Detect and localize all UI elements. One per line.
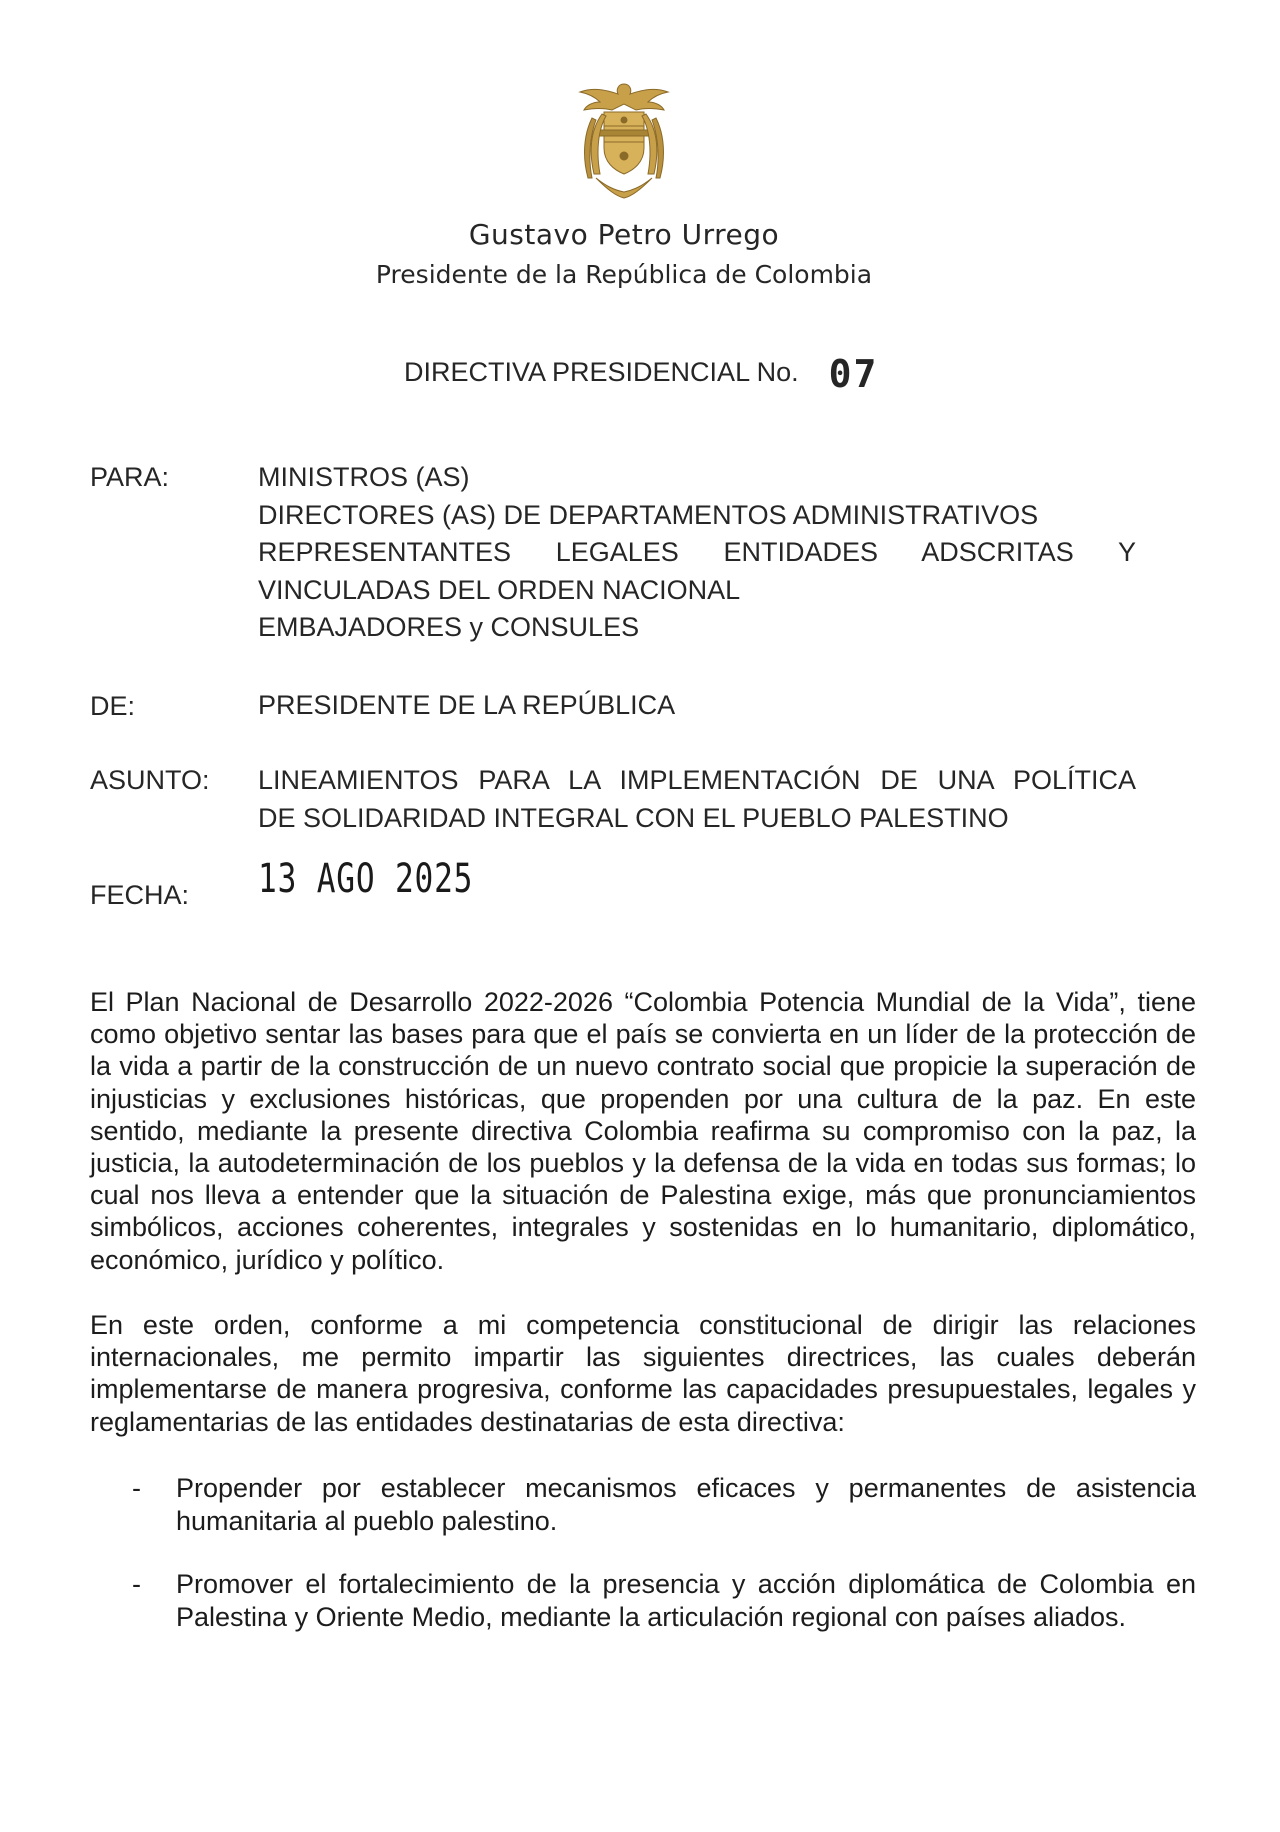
directive-item-text: Propender por establecer mecanismos eficaces y permanentes de asistencia humanitaria al pueblo palestino. bbox=[176, 1473, 1196, 1536]
recipient-line: DIRECTORES (AS) DE DEPARTAMENTOS ADMINISTRATIVOS bbox=[258, 499, 1039, 530]
body-paragraph-2: En este orden, conforme a mi competencia constitucional de dirigir las relaciones internacionales, me permito impartir las siguientes directrices, las cuales deberán implementarse de manera progresiva, conforme las capacidades presupuestales, legales y reglamentarias de las entidades destinatarias de esta directiva: bbox=[90, 1310, 1196, 1437]
asunto-value bbox=[258, 762, 1136, 837]
issuer-name: Gustavo Petro Urrego bbox=[468, 218, 780, 251]
bullet-dash: - bbox=[132, 1473, 141, 1503]
date-stamp: 13 AGO 2025 bbox=[258, 856, 474, 902]
bullet-dash: - bbox=[132, 1569, 141, 1599]
asunto-label: ASUNTO: bbox=[90, 765, 210, 795]
recipient-line: REPRESENTANTES LEGALES ENTIDADES ADSCRITAS Y bbox=[258, 537, 1136, 567]
body-paragraph-1: El Plan Nacional de Desarrollo 2022-2026 “Colombia Potencia Mundial de la Vida”, tiene como objetivo sentar las bases para que el país se convierta en un líder de la protección de la vida a partir de la construcción de un nuevo contrato social que propicie la superación de injusticias y exclusiones históricas, que propenden por una cultura de la paz. En este sentido, mediante la presente directiva Colombia reafirma su compromiso con la paz, la justicia, la autodeterminación de los pueblos y la defensa de la vida en todas sus formas; lo cual nos lleva a entender que la situación de Palestina exige, más que pronunciamientos simbólicos, acciones coherentes, integrales y sostenidas en lo humanitario, diplomático, económico, jurídico y político. bbox=[90, 987, 1196, 1275]
issuer-title: Presidente de la República de Colombia bbox=[375, 260, 873, 289]
coat-of-arms-icon bbox=[566, 78, 682, 202]
recipient-line: VINCULADAS DEL ORDEN NACIONAL bbox=[258, 574, 741, 605]
directive-item bbox=[90, 1472, 1196, 1538]
recipient-line: MINISTROS (AS) bbox=[258, 462, 470, 492]
directive-heading bbox=[404, 352, 878, 396]
directive-item-text: Promover el fortalecimiento de la presencia y acción diplomática de Colombia en Palestina y Oriente Medio, mediante la articulación regional con países aliados. bbox=[176, 1569, 1196, 1632]
directive-number: 07 bbox=[828, 352, 879, 396]
para-recipients bbox=[258, 459, 1136, 647]
subject-line: DE SOLIDARIDAD INTEGRAL CON EL PUEBLO PALESTINO bbox=[258, 802, 1009, 833]
recipient-line: EMBAJADORES y CONSULES bbox=[258, 612, 640, 642]
fecha-label: FECHA: bbox=[90, 880, 190, 910]
de-label: DE: bbox=[90, 691, 136, 721]
subject-line: LINEAMIENTOS PARA LA IMPLEMENTACIÓN DE UNA POLÍTICA bbox=[258, 765, 1136, 795]
para-label: PARA: bbox=[90, 462, 170, 492]
de-value bbox=[258, 687, 1136, 725]
directive-label: DIRECTIVA PRESIDENCIAL No. bbox=[404, 357, 799, 387]
directive-item bbox=[90, 1568, 1196, 1634]
sender: PRESIDENTE DE LA REPÚBLICA bbox=[258, 690, 676, 720]
